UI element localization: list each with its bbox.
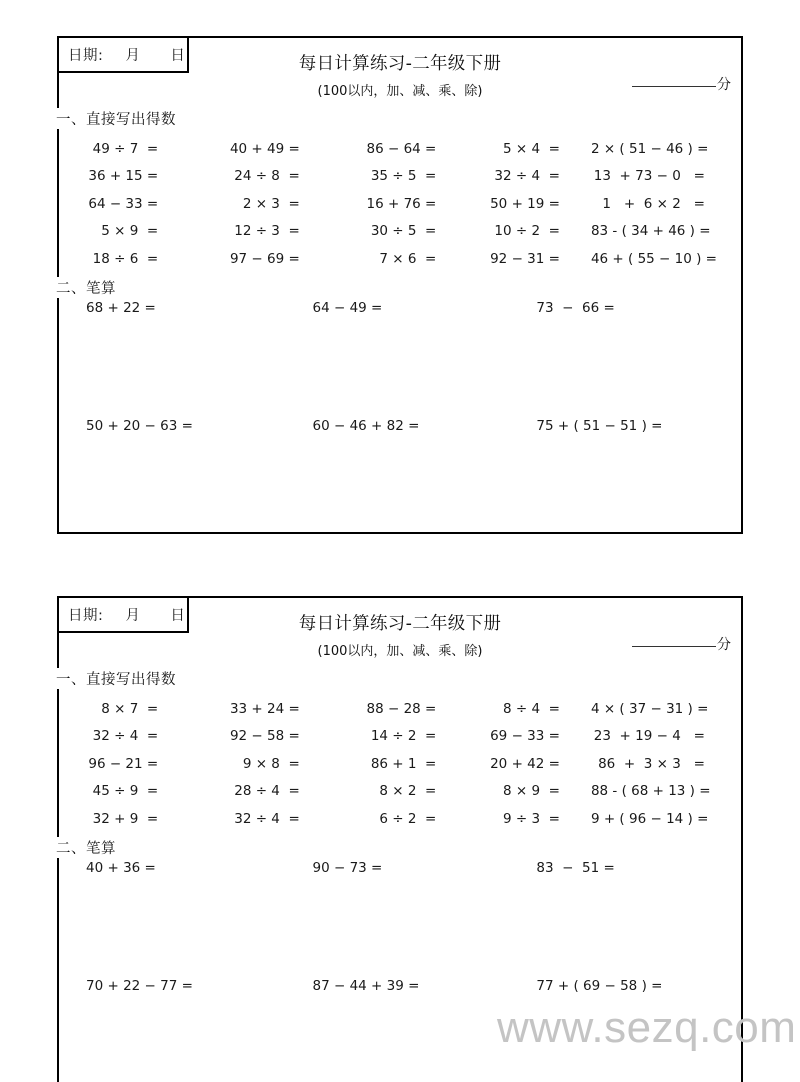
table-row: [59, 860, 741, 978]
section-1-heading: 一、直接写出得数: [56, 668, 182, 689]
problem-cell: 23 + 19 − 4 =: [593, 728, 705, 745]
problem-cell: 16 + 76 =: [366, 195, 437, 212]
problem-cell: 69 − 33 =: [490, 728, 560, 745]
problem-cell: 88 - ( 68 + 13 ) =: [590, 783, 711, 800]
problem-cell: 30 ÷ 5 =: [370, 223, 437, 240]
problem-cell: 90 − 73 =: [312, 859, 383, 876]
problem-cell: 50 + 19 =: [490, 195, 560, 212]
score-area: [632, 638, 731, 652]
table-row: [59, 418, 741, 478]
date-label: 日期:: [68, 48, 104, 64]
page-title: 每日计算练习-二年级下册: [298, 54, 502, 74]
problem-cell: 2 × 3 =: [242, 195, 300, 212]
problem-cell: 64 − 33 =: [88, 195, 159, 212]
problem-cell: 8 × 2 =: [379, 783, 437, 800]
problem-cell: 60 − 46 + 82 =: [312, 417, 420, 434]
oral-arithmetic-grid: [59, 135, 741, 273]
problem-cell: 49 ÷ 7 =: [92, 140, 159, 157]
problem-cell: 75 + ( 51 − 51 ) =: [536, 417, 663, 434]
oral-arithmetic-grid: [59, 695, 741, 833]
sheet-header: [59, 38, 741, 108]
problem-cell: 83 − 51 =: [536, 859, 615, 876]
date-day-label: 日: [170, 608, 186, 624]
problem-cell: 88 − 28 =: [366, 700, 437, 717]
section-2-heading: 二、笔算: [56, 277, 122, 298]
section-2-heading: 二、笔算: [56, 837, 122, 858]
date-month-label: 月: [125, 608, 141, 624]
problem-cell: 45 ÷ 9 =: [92, 783, 159, 800]
problem-cell: 92 − 31 =: [490, 250, 560, 267]
page-subtitle: (100以内，加、减、乘、除): [317, 84, 483, 99]
table-row: [59, 778, 741, 806]
problem-cell: 70 + 22 − 77 =: [86, 977, 193, 994]
problem-cell: 86 + 1 =: [370, 755, 437, 772]
problem-cell: 5 × 9 =: [101, 223, 159, 240]
score-area: [632, 78, 731, 92]
sheet-header: [59, 598, 741, 668]
problem-cell: 83 - ( 34 + 46 ) =: [590, 223, 711, 240]
problem-cell: 18 ÷ 6 =: [92, 250, 159, 267]
problem-cell: 20 + 42 =: [490, 755, 560, 772]
score-blank-line: [632, 646, 716, 647]
table-row: [59, 135, 741, 163]
problem-cell: 1 + 6 × 2 =: [602, 195, 705, 212]
problem-cell: 40 + 49 =: [229, 140, 300, 157]
score-unit-label: 分: [717, 77, 731, 93]
problem-cell: 9 ÷ 3 =: [502, 810, 560, 827]
problem-cell: 87 − 44 + 39 =: [312, 977, 420, 994]
problem-cell: 6 ÷ 2 =: [379, 810, 437, 827]
written-arithmetic-grid: [59, 300, 741, 478]
problem-cell: 12 ÷ 3 =: [234, 223, 300, 240]
table-row: [59, 300, 741, 418]
table-row: [59, 723, 741, 751]
problem-cell: 28 ÷ 4 =: [234, 783, 300, 800]
page-subtitle: (100以内，加、减、乘、除): [317, 644, 483, 659]
problem-cell: 32 ÷ 4 =: [92, 728, 159, 745]
date-month-label: 月: [125, 48, 141, 64]
worksheet-sheet-1: [57, 36, 743, 534]
problem-cell: 77 + ( 69 − 58 ) =: [536, 977, 663, 994]
score-blank-line: [632, 86, 716, 87]
site-watermark: www.sezq.com: [497, 1003, 797, 1052]
table-row: [59, 245, 741, 273]
problem-cell: 86 + 3 × 3 =: [598, 755, 705, 772]
table-row: [59, 163, 741, 191]
problem-cell: 32 ÷ 4 =: [234, 810, 300, 827]
problem-cell: 35 ÷ 5 =: [370, 168, 437, 185]
problem-cell: 5 × 4 =: [502, 140, 560, 157]
problem-cell: 8 × 7 =: [101, 700, 159, 717]
problem-cell: 4 × ( 37 − 31 ) =: [590, 700, 709, 717]
date-day-label: 日: [170, 48, 186, 64]
date-label: 日期:: [68, 608, 104, 624]
problem-cell: 32 + 9 =: [92, 810, 159, 827]
table-row: [59, 218, 741, 246]
problem-cell: 7 × 6 =: [379, 250, 437, 267]
problem-cell: 32 ÷ 4 =: [494, 168, 560, 185]
section-1-heading: 一、直接写出得数: [56, 108, 182, 129]
problem-cell: 2 × ( 51 − 46 ) =: [590, 140, 709, 157]
problem-cell: 9 × 8 =: [242, 755, 300, 772]
problem-cell: 92 − 58 =: [229, 728, 300, 745]
score-unit-label: 分: [717, 637, 731, 653]
page-title: 每日计算练习-二年级下册: [298, 614, 502, 634]
problem-cell: 50 + 20 − 63 =: [86, 417, 193, 434]
problem-cell: 13 + 73 − 0 =: [593, 168, 705, 185]
problem-cell: 68 + 22 =: [86, 299, 156, 316]
problem-cell: 96 − 21 =: [88, 755, 159, 772]
problem-cell: 8 ÷ 4 =: [502, 700, 560, 717]
table-row: [59, 805, 741, 833]
table-row: [59, 695, 741, 723]
problem-cell: 24 ÷ 8 =: [234, 168, 300, 185]
problem-cell: 73 − 66 =: [536, 299, 615, 316]
problem-cell: 33 + 24 =: [229, 700, 300, 717]
problem-cell: 36 + 15 =: [88, 168, 159, 185]
problem-cell: 10 ÷ 2 =: [494, 223, 560, 240]
table-row: [59, 750, 741, 778]
problem-cell: 97 − 69 =: [229, 250, 300, 267]
problem-cell: 40 + 36 =: [86, 859, 156, 876]
problem-cell: 86 − 64 =: [366, 140, 437, 157]
problem-cell: 64 − 49 =: [312, 299, 383, 316]
problem-cell: 46 + ( 55 − 10 ) =: [590, 250, 717, 267]
table-row: [59, 190, 741, 218]
problem-cell: 14 ÷ 2 =: [370, 728, 437, 745]
problem-cell: 8 × 9 =: [502, 783, 560, 800]
problem-cell: 9 + ( 96 − 14 ) =: [590, 810, 709, 827]
